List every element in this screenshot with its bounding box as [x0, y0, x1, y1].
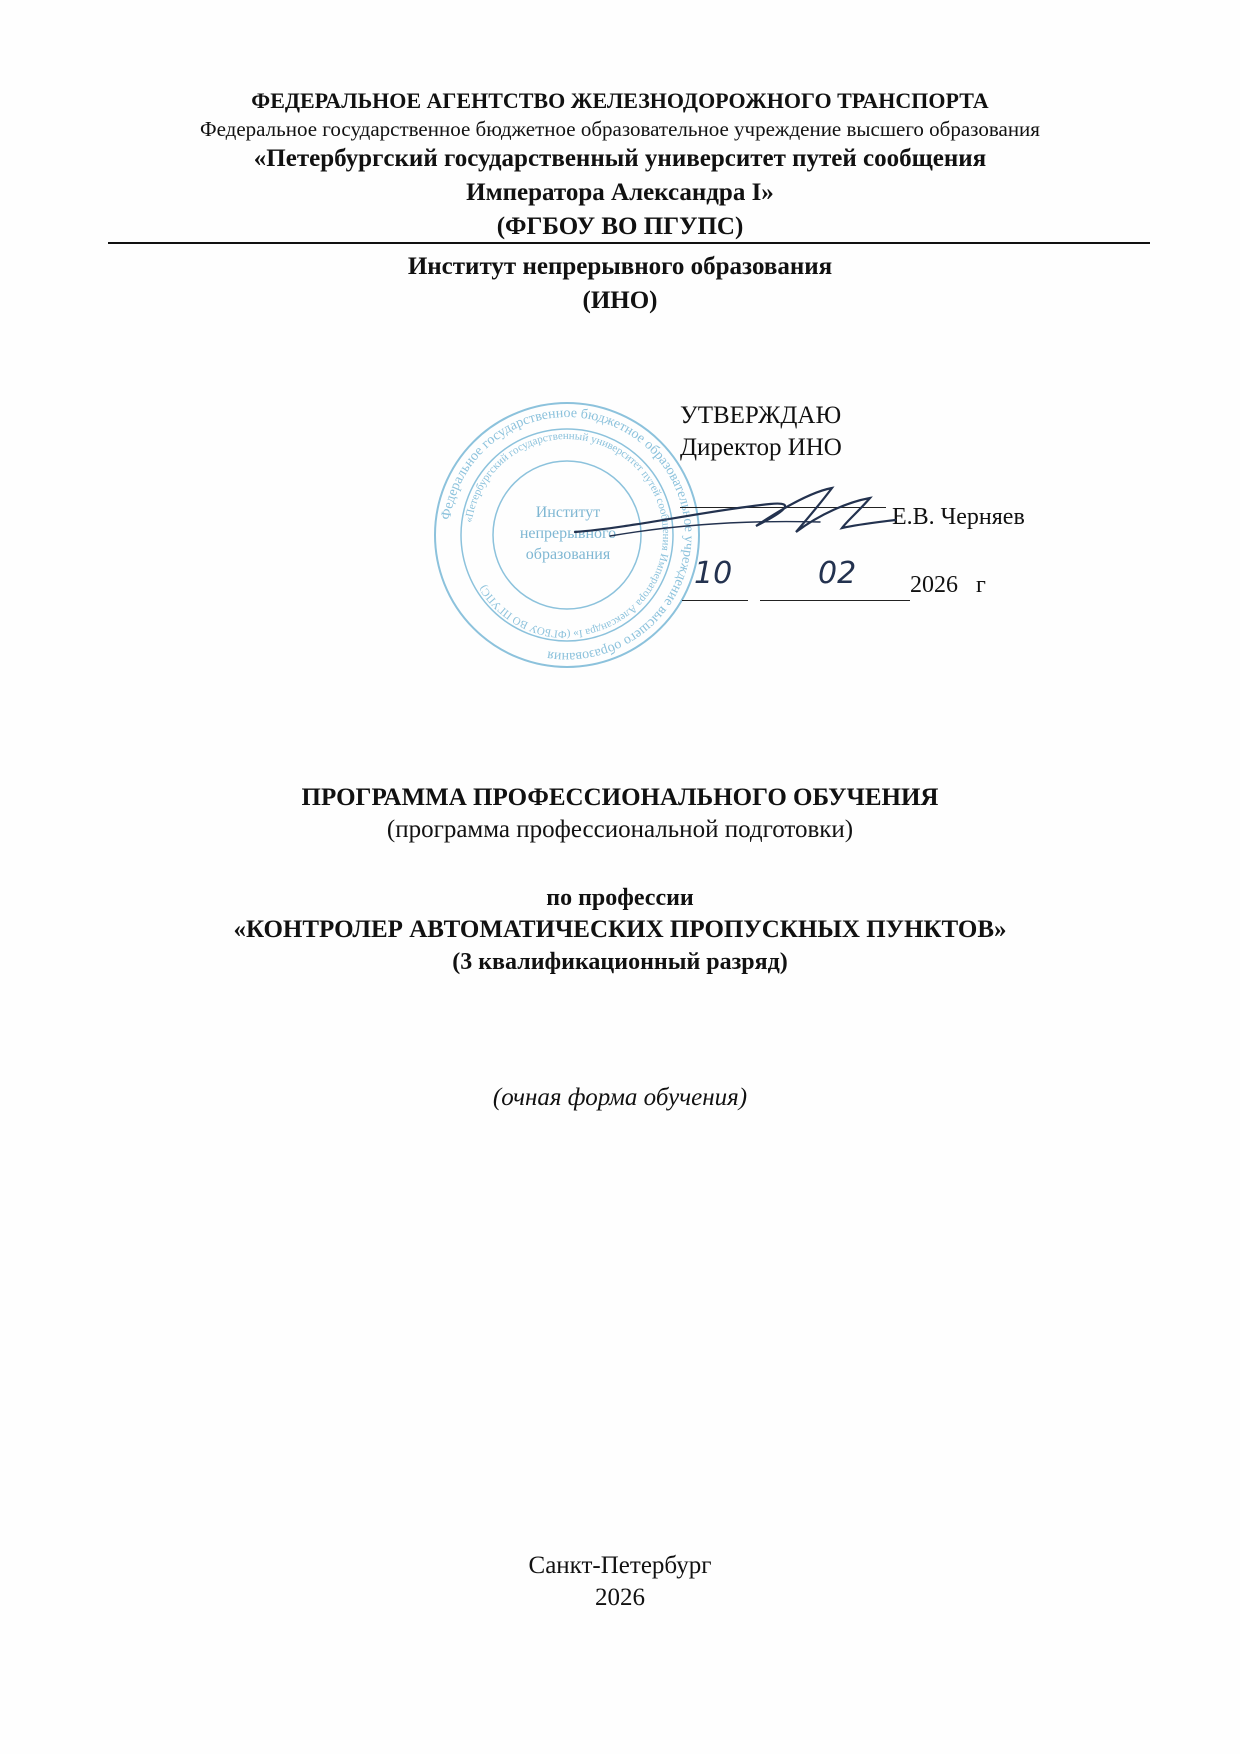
handwritten-signature — [570, 480, 900, 560]
signer-name: Е.В. Черняев — [892, 504, 1025, 530]
stamp-center-line1: Институт — [535, 504, 601, 521]
stamp-outer-text: Федеральное государственное бюджетное образовательное учреждение высшего образования — [438, 405, 697, 665]
profession-block — [0, 882, 1240, 978]
date-day-handwritten: 10 — [694, 556, 733, 591]
year: 2026 — [595, 1584, 645, 1611]
stamp-center-line2: непрерывного — [519, 525, 617, 542]
document-footer — [0, 1550, 1240, 1614]
date-year: 2026 г — [910, 572, 986, 598]
header-divider — [108, 242, 1150, 244]
study-form: (очная форма обучения) — [492, 1084, 748, 1111]
profession-name: «КОНТРОЛЕР АВТОМАТИЧЕСКИХ ПРОПУСКНЫХ ПУНКТОВ» — [233, 916, 1007, 943]
university-name-line1: «Петербургский государственный университет путей сообщения — [253, 145, 987, 172]
date-month-line — [760, 600, 910, 601]
city: Санкт-Петербург — [528, 1552, 712, 1579]
university-abbreviation: (ФГБОУ ВО ПГУПС) — [496, 213, 744, 240]
university-name-line2: Императора Александра I» — [466, 179, 774, 206]
profession-prefix: по профессии — [546, 885, 694, 911]
approval-block — [680, 400, 842, 464]
stamp-inner-text: «Петербургский государственный университет путей сообщения Императора Александра I» (ФГБОУ ВО ПГУПС) — [462, 429, 673, 641]
institute-name: Институт непрерывного образования — [407, 253, 833, 280]
program-subtitle: (программа профессиональной подготовки) — [386, 816, 854, 843]
institute-abbreviation: (ИНО) — [582, 287, 658, 314]
study-form-block — [0, 1082, 1240, 1114]
qualification-rank: (3 квалификационный разряд) — [452, 949, 788, 975]
date-day-line — [682, 600, 748, 601]
institution-type: Федеральное государственное бюджетное образовательное учреждение высшего образования — [200, 117, 1040, 141]
document-header — [0, 86, 1240, 243]
date-month-handwritten: 02 — [818, 556, 857, 591]
approve-label: УТВЕРЖДАЮ — [680, 402, 842, 429]
agency-name: ФЕДЕРАЛЬНОЕ АГЕНТСТВО ЖЕЛЕЗНОДОРОЖНОГО ТРАНСПОРТА — [251, 88, 989, 113]
stamp-center-line3: образования — [525, 546, 611, 563]
program-block — [0, 782, 1240, 846]
approver-position: Директор ИНО — [680, 434, 842, 461]
program-title: ПРОГРАММА ПРОФЕССИОНАЛЬНОГО ОБУЧЕНИЯ — [301, 784, 939, 811]
institute-block — [0, 250, 1240, 318]
